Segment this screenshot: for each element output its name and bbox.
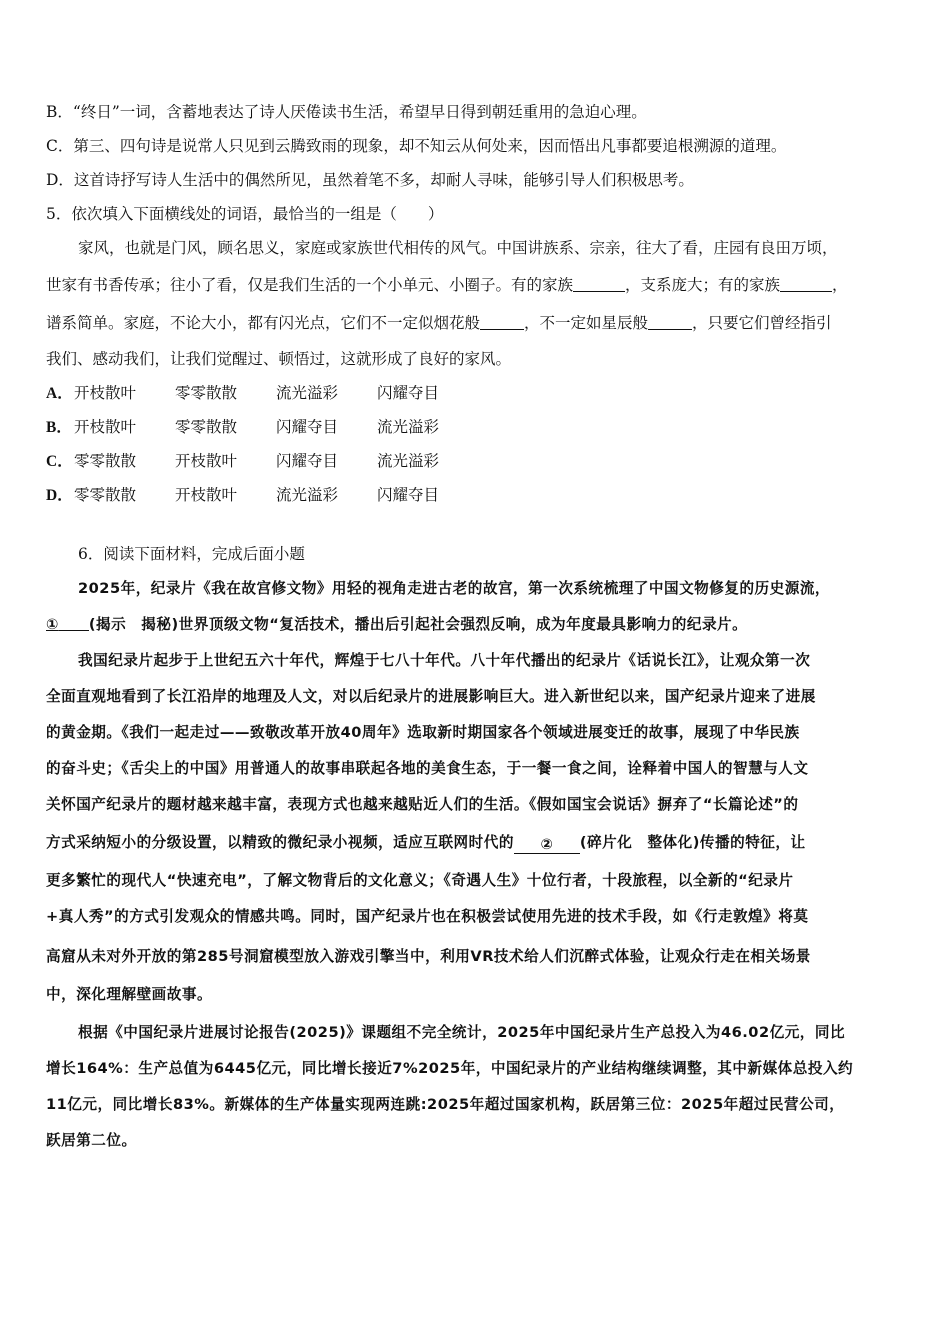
q6-line — [46, 614, 747, 636]
option-letter: C． — [46, 453, 73, 470]
q5-passage-text: ，支系庞大；有的家族 — [625, 276, 781, 294]
q6-line: +真人秀”的方式引发观众的情感共鸣。同时，国产纪录片也在积极尝试使用先进的技术手段，如《行走敦煌》将莫 — [46, 908, 809, 925]
answer-blank — [480, 313, 524, 330]
q5-passage-text: 谱系简单。家庭，不论大小，都有闪光点，它们不一定似烟花般 — [46, 314, 481, 332]
option-word: 闪耀夺目 — [276, 452, 339, 470]
option-word: 闪耀夺目 — [377, 486, 440, 504]
option-letter: A． — [46, 385, 73, 402]
q6-line: 高窟从未对外开放的第285号洞窟模型放入游戏引擎当中，利用VR技术给人们沉醉式体验，让观众行走在相关场景 — [46, 948, 811, 965]
option-word: 闪耀夺目 — [377, 384, 440, 402]
q5-option-a — [46, 382, 440, 405]
q6-line: 跃居第二位。 — [46, 1132, 137, 1149]
answer-blank — [780, 275, 832, 292]
q5-stem: 5．依次填入下面横线处的词语，最恰当的一组是（ ） — [46, 205, 444, 223]
q6-line: 11亿元，同比增长83%。新媒体的生产体量实现两连跳:2025年超过国家机构，跃居第三位：2025年超过民营公司， — [46, 1096, 845, 1113]
option-word: 流光溢彩 — [377, 418, 440, 436]
q5-passage-text: ，只要它们曾经指引 — [692, 314, 832, 332]
q5-passage-line-4: 我们、感动我们，让我们觉醒过、顿悟过，这就形成了良好的家风。 — [46, 350, 512, 368]
q5-passage-text: ，不一定如星辰般 — [524, 314, 649, 332]
q4-option-c: C．第三、四句诗是说常人只见到云腾致雨的现象，却不知云从何处来，因而悟出凡事都要追根溯源的道理。 — [46, 137, 787, 155]
option-word: 流光溢彩 — [276, 384, 339, 402]
q6-line: 我国纪录片起步于上世纪五六十年代，辉煌于七八十年代。八十年代播出的纪录片《话说长江》，让观众第一次 — [78, 652, 811, 669]
option-word: 零零散散 — [175, 418, 238, 436]
option-word: 流光溢彩 — [276, 486, 339, 504]
q6-line: 的黄金期。《我们一起走过——致敬改革开放40周年》选取新时期国家各个领域进展变迁的故事，展现了中华民族 — [46, 724, 800, 741]
blank-marker-2: ② — [540, 836, 554, 853]
q5-passage-text: 世家有书香传承；往小了看，仅是我们生活的一个小单元、小圈子。有的家族 — [46, 276, 574, 294]
q6-line: 更多繁忙的现代人“快速充电”，了解文物背后的文化意义；《奇遇人生》十位行者，十段旅程，以全新的“纪录片 — [46, 872, 794, 889]
option-word: 零零散散 — [74, 486, 137, 504]
option-word: 开枝散叶 — [175, 452, 238, 470]
q6-line: 关怀国产纪录片的题材越来越丰富，表现方式也越来越贴近人们的生活。《假如国宝会说话》摒弃了“长篇论述”的 — [46, 796, 799, 813]
answer-blank — [573, 275, 625, 292]
q6-line — [46, 832, 806, 854]
q6-text: (碎片化 整体化)传播的特征，让 — [579, 834, 806, 851]
q5-passage-line-2 — [46, 274, 848, 296]
option-letter: B． — [46, 419, 72, 436]
option-word: 零零散散 — [175, 384, 238, 402]
q6-line: 全面直观地看到了长江沿岸的地理及人文，对以后纪录片的进展影响巨大。进入新世纪以来，国产纪录片迎来了进展 — [46, 688, 816, 705]
q5-passage-text: ， — [832, 276, 848, 294]
option-word: 开枝散叶 — [175, 486, 238, 504]
q6-line: 增长164%：生产总值为6445亿元，同比增长接近7%2025年，中国纪录片的产业结构继续调整，其中新媒体总投入约 — [46, 1060, 854, 1077]
answer-blank — [648, 313, 692, 330]
q6-text: (揭示 揭秘)世界顶级文物“复活技术，播出后引起社会强烈反响，成为年度最具影响力的纪录片。 — [88, 616, 748, 633]
q5-option-d — [46, 484, 440, 507]
q6-line: 中，深化理解壁画故事。 — [46, 986, 213, 1003]
q6-line: 根据《中国纪录片进展讨论报告(2025)》课题组不完全统计，2025年中国纪录片生产总投入为46.02亿元，同比 — [78, 1024, 846, 1041]
blank-marker-1: ① — [46, 616, 59, 633]
option-word: 开枝散叶 — [74, 384, 137, 402]
answer-blank — [59, 614, 89, 631]
option-letter: D． — [46, 487, 73, 504]
q6-line: 的奋斗史；《舌尖上的中国》用普通人的故事串联起各地的美食生态，于一餐一食之间，诠释着中国人的智慧与人文 — [46, 760, 809, 777]
option-word: 开枝散叶 — [74, 418, 137, 436]
q6-text: 方式采纳短小的分级设置，以精致的微纪录小视频，适应互联网时代的 — [46, 834, 514, 851]
q4-option-b: B．“终日”一词，含蓄地表达了诗人厌倦读书生活，希望早日得到朝廷重用的急迫心理。 — [46, 103, 647, 121]
option-word: 闪耀夺目 — [276, 418, 339, 436]
q5-passage-line-1: 家风，也就是门风，顾名思义，家庭或家族世代相传的风气。中国讲族系、宗亲，往大了看，庄园有良田万顷， — [78, 239, 838, 257]
option-word: 流光溢彩 — [377, 452, 440, 470]
q4-option-d: D．这首诗抒写诗人生活中的偶然所见，虽然着笔不多，却耐人寻味，能够引导人们积极思考。 — [46, 171, 694, 189]
q6-stem: 6．阅读下面材料，完成后面小题 — [78, 545, 305, 563]
q5-option-b — [46, 416, 440, 439]
q5-option-c — [46, 450, 440, 473]
q5-passage-line-3 — [46, 312, 832, 334]
answer-blank — [514, 837, 580, 854]
option-word: 零零散散 — [74, 452, 137, 470]
q6-line: 2025年，纪录片《我在故宫修文物》用轻的视角走进古老的故宫，第一次系统梳理了中国文物修复的历史源流， — [78, 580, 831, 597]
